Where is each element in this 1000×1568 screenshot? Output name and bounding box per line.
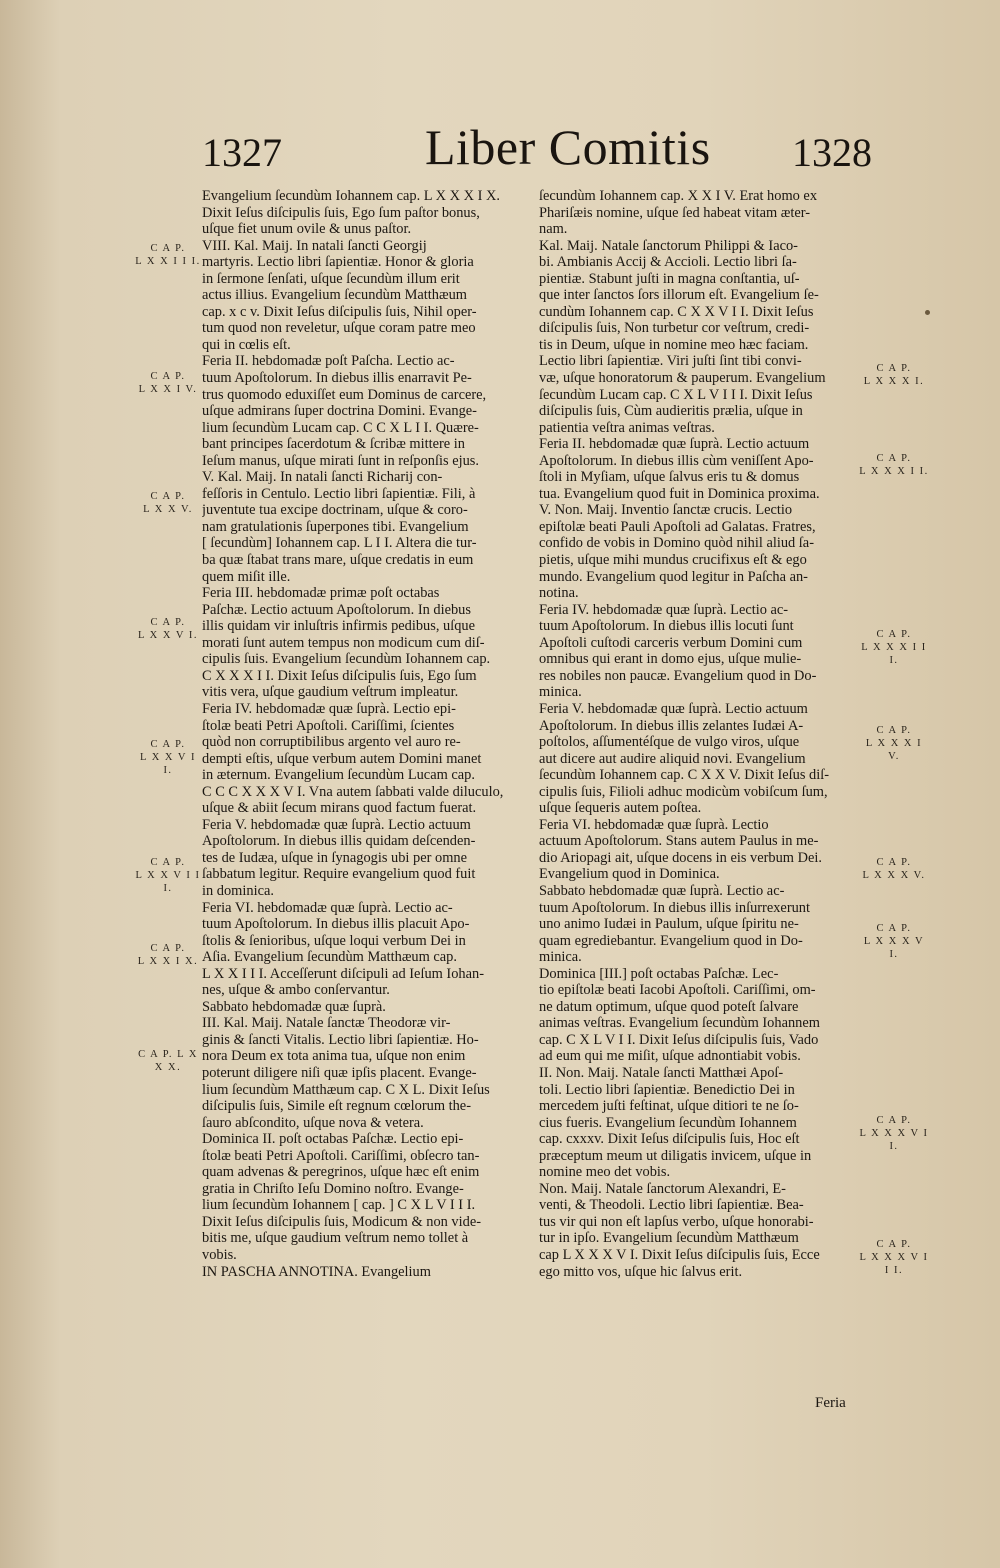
text-line: Feria II. hebdomadæ quæ ſuprà. Lectio actuum — [539, 436, 810, 453]
text-line: cipulis ſuis, Filioli adhuc modicùm vobiſcum ſum, — [539, 783, 828, 800]
text-line: Dixit Ieſus diſcipulis ſuis, Modicum & non vide- — [202, 1213, 482, 1230]
text-line: L X X I I I. Acceſſerunt diſcipuli ad Ieſum Iohan- — [202, 965, 484, 982]
text-line: VIII. Kal. Maij. In natali ſancti Georgij — [202, 237, 427, 254]
chapter-label: C A P. — [150, 857, 186, 868]
chapter-number: L X X X V I. — [863, 936, 925, 960]
chapter-label: C A P. — [150, 739, 186, 750]
text-line: cundùm Iohannem cap. C X X V I I. Dixit Ieſus — [539, 303, 814, 320]
chapter-label: C A P. — [150, 617, 186, 628]
text-line: Feria VI. hebdomadæ quæ ſuprà. Lectio — [539, 816, 769, 833]
chapter-number: L X X X I. — [863, 376, 925, 387]
text-line: tuum Apoſtolorum. In diebus illis enarravit Pe- — [202, 370, 472, 387]
chapter-label: C A P. — [150, 371, 186, 382]
chapter-label: C A P. — [150, 243, 186, 254]
text-line: ne datum optimum, uſque quod poteſt ſalvare — [539, 998, 799, 1015]
text-line: toli. Lectio libri ſapientiæ. Benedictio Dei in — [539, 1081, 795, 1098]
text-line: Lectio libri ſapientiæ. Viri juſti ſint tibi convi- — [539, 353, 802, 370]
text-line: cap L X X X V I. Dixit Ieſus diſcipulis ſuis, Ecce — [539, 1247, 820, 1263]
text-line: confido de vobis in Domino quòd nihil aliud ſa- — [539, 535, 814, 552]
text-line: aut dicere aut audire aliquid novi. Evangelium — [539, 750, 806, 767]
text-line: quam advenas & peregrinos, uſque hæc eſt enim — [202, 1164, 480, 1181]
text-line: vitis vera, uſque gaudium veſtrum impleatur. — [202, 684, 459, 701]
chapter-number: L X X X V I I. — [859, 1128, 929, 1152]
text-line: actus illius. Evangelium ſecundùm Matthæum — [202, 287, 467, 304]
text-line: poterunt diligere niſi quæ ipſis placent. Evange- — [202, 1064, 477, 1081]
catchword: Feria — [815, 1395, 846, 1411]
chapter-margin-note — [134, 942, 202, 968]
chapter-margin-note — [134, 370, 202, 396]
chapter-number: L X X V I I I. — [135, 870, 201, 894]
text-line: que inter ſanctos ſors illorum eſt. Evangelium ſe- — [539, 287, 819, 304]
text-line: venti, & Theodoli. Lectio libri ſapientiæ. Bea- — [539, 1197, 804, 1214]
text-line: morati ſunt autem tempus non modicum cum diſ- — [202, 634, 485, 651]
running-head — [0, 120, 1000, 190]
text-line: omnibus qui erant in domo ejus, uſque mulie- — [539, 651, 802, 668]
text-line: [ ſecundùm] Iohannem cap. L I I. Altera die tur- — [202, 535, 477, 552]
chapter-label: C A P. — [876, 453, 912, 464]
chapter-number: L X X X I I. — [859, 466, 929, 477]
left-text-column — [202, 188, 526, 1280]
text-line: Apoſtolorum. In diebus illis zelantes Iudæi A- — [539, 717, 804, 734]
text-line: Apoſtoli cuſtodi carceris verbum Domini cum — [539, 634, 803, 651]
chapter-number: L X X V. — [143, 504, 193, 515]
text-line: ſauro abſcondito, uſque nova & vetera. — [202, 1114, 424, 1131]
text-line: quem miſit ille. — [202, 568, 291, 585]
chapter-margin-note — [858, 628, 930, 667]
text-line: diſcipulis ſuis, Simile eſt regnum cœlorum the- — [202, 1098, 471, 1115]
text-line: tur in ipſo. Evangelium ſecundùm Matthæum — [539, 1230, 799, 1247]
chapter-margin-note — [858, 362, 930, 388]
text-line: Feria II. hebdomadæ poſt Paſcha. Lectio ac- — [202, 353, 455, 370]
text-line: cap. x c v. Dixit Ieſus diſcipulis ſuis, Nihil oper- — [202, 303, 477, 320]
chapter-margin-note — [858, 922, 930, 961]
text-line: tua. Evangelium quod fuit in Dominica proxima. — [539, 485, 820, 502]
text-line: quòd non corruptibilibus argento vel auro re- — [202, 734, 461, 751]
text-line: lium ſecundùm Matthæum cap. C X L. Dixit Ieſus — [202, 1081, 490, 1098]
text-line: epiſtolæ beati Pauli Apoſtoli ad Galatas. Fratres, — [539, 518, 816, 535]
text-line: actuum Apoſtolorum. Stans autem Paulus in me- — [539, 833, 819, 850]
text-line: cap. cxxxv. Dixit Ieſus diſcipulis ſuis, Hoc eſt — [539, 1131, 800, 1148]
text-line: mundo. Evangelium quod legitur in Paſcha an- — [539, 568, 808, 585]
chapter-label: C A P. — [876, 1115, 912, 1126]
chapter-margin-note — [134, 242, 202, 268]
text-line: III. Kal. Maij. Natale ſanctæ Theodoræ vir- — [202, 1015, 451, 1032]
text-line: Feria IV. hebdomadæ quæ ſuprà. Lectio epi- — [202, 700, 456, 717]
text-line: V. Kal. Maij. In natali ſancti Richarij con- — [202, 469, 443, 486]
chapter-margin-note — [134, 856, 202, 895]
text-line: trus quomodo eduxiſſet eum Dominus de carcere, — [202, 386, 487, 403]
text-line: ſtolæ beati Petri Apoſtoli. Cariſſimi, ſcientes — [202, 717, 455, 734]
text-line: væ, uſque honoratorum & pauperum. Evangelium — [539, 370, 826, 387]
text-line: cap. C X L V I I. Dixit Ieſus diſcipulis ſuis, Vado — [539, 1031, 819, 1048]
text-line: Sabbato hebdomadæ quæ ſuprà. Lectio ac- — [539, 882, 785, 899]
text-line: tuum Apoſtolorum. In diebus illis placuit Apo- — [202, 916, 470, 933]
text-line: bi. Ambianis Accij & Accioli. Lectio libri ſa- — [539, 254, 797, 271]
chapter-label: C A P. — [876, 725, 912, 736]
text-line: uſque admirans ſuper doctrina Domini. Evange- — [202, 403, 477, 420]
text-line: mercedem juſti feſtinat, uſque ditiori te ne ſo- — [539, 1098, 799, 1115]
text-line: ad eum qui me miſit, uſque adnontiabit vobis. — [539, 1048, 801, 1065]
text-line: in æternum. Evangelium ſecundùm Lucam cap. — [202, 767, 475, 784]
text-line: tes de Iudæa, uſque in ſynagogis ubi per omne — [202, 849, 467, 866]
text-line: juventute tua excipe doctrinam, uſque & coro- — [202, 502, 468, 519]
text-line: Feria III. hebdomadæ primæ poſt octabas — [202, 585, 440, 602]
text-line: diſcipulis ſuis, Non turbetur cor veſtrum, credi- — [539, 320, 810, 337]
page-number-right: 1328 — [792, 130, 872, 175]
chapter-label: C A P. — [876, 1239, 912, 1250]
text-line: qui in cœlis eſt. — [202, 336, 291, 353]
chapter-margin-note — [134, 616, 202, 642]
text-line: Phariſæis nomine, uſque ſed habeat vitam æter- — [539, 204, 811, 221]
chapter-number: L X X X I I I. — [861, 642, 927, 666]
chapter-margin-note — [858, 1114, 930, 1153]
text-line: tuum Apoſtolorum. In diebus illis inſurrexerunt — [539, 899, 810, 916]
text-line: Feria V. hebdomadæ quæ ſuprà. Lectio actuum — [202, 816, 471, 833]
text-line: tio epiſtolæ beati Iacobi Apoſtoli. Cariſſimi, om- — [539, 982, 816, 999]
text-line: nam. — [539, 221, 568, 238]
chapter-margin-note — [858, 724, 930, 763]
text-line: nam gratulationis ſuperpones tibi. Evangelium — [202, 518, 469, 535]
chapter-label: C A P. — [150, 943, 186, 954]
chapter-number: L X X X V I I I. — [859, 1252, 929, 1276]
text-line: Dixit Ieſus diſcipulis ſuis, Ego ſum paſtor bonus, — [202, 204, 480, 221]
text-line: Apoſtolorum. In diebus illis quidam deſcenden- — [202, 833, 476, 850]
chapter-number: L X X I V. — [138, 384, 198, 395]
chapter-margin-note — [858, 1238, 930, 1277]
text-line: minica. — [539, 684, 582, 701]
text-line: uno animo Iudæi in Paulum, uſque ſpiritu ne- — [539, 916, 799, 933]
text-line: tum quod non reveletur, uſque coram patre meo — [202, 320, 476, 337]
text-line: lium ſecundùm Iohannem [ cap. ] C X L V I I I. — [202, 1197, 476, 1214]
text-line: bant principes ſacerdotum & ſcribæ mittere in — [202, 436, 465, 453]
chapter-number: L X X I I I. — [135, 256, 201, 267]
text-line: vobis. — [202, 1247, 237, 1263]
chapter-label: C A P. — [876, 857, 912, 868]
text-line: C X X X I I. Dixit Ieſus diſcipulis ſuis, Ego ſum — [202, 667, 477, 684]
text-line: tuum Apoſtolorum. In diebus illis locuti ſunt — [539, 618, 794, 635]
text-line: Feria VI. hebdomadæ quæ ſuprà. Lectio ac- — [202, 899, 453, 916]
text-line: notina. — [539, 585, 579, 602]
text-line: cipulis ſuis. Evangelium ſecundùm Iohannem cap. — [202, 651, 491, 668]
text-line: poſtolos, aſſumentéſque de vulgo viros, uſque — [539, 734, 800, 751]
text-line: animas veſtras. Evangelium ſecundùm Iohannem — [539, 1015, 820, 1032]
chapter-margin-note — [134, 490, 202, 516]
text-line: feſſoris in Centulo. Lectio libri ſapientiæ. Fili, à — [202, 485, 476, 502]
text-line: bitis me, uſque gaudium veſtrum nemo tollet à — [202, 1230, 469, 1247]
text-line: ſtolæ beati Petri Apoſtoli. Cariſſimi, obſecro tan- — [202, 1147, 480, 1164]
text-line: Sabbato hebdomadæ quæ ſuprà. — [202, 998, 386, 1015]
text-line: ba quæ ſtabat trans mare, uſque credatis in eum — [202, 552, 474, 569]
text-line: in dominica. — [202, 882, 274, 899]
text-line: ſabbatum legitur. Require evangelium quod fuit — [202, 866, 476, 883]
chapter-label: C A P. — [876, 363, 912, 374]
text-line: C C C X X X V I. Vna autem ſabbati valde diluculo, — [202, 783, 504, 800]
text-line: Feria IV. hebdomadæ quæ ſuprà. Lectio ac- — [539, 601, 789, 618]
chapter-label: C A P. — [876, 923, 912, 934]
text-line: nes, uſque & ambo conſervantur. — [202, 982, 390, 999]
chapter-margin-note — [134, 738, 202, 777]
text-line: ſecundùm Iohannem cap. C X X V. Dixit Ieſus diſ- — [539, 767, 830, 784]
text-line: Apoſtolorum. In diebus illis cùm veniſſent Apo- — [539, 452, 814, 469]
text-line: dempti eſtis, uſque verbum autem Domini manet — [202, 750, 482, 767]
text-line: uſque ſequeris autem poſtea. — [539, 800, 702, 817]
right-text-column — [539, 188, 857, 1280]
text-line: tis in Deum, uſque in nomine meo hæc faciam. — [539, 336, 809, 353]
text-line: cius fueris. Evangelium ſecundùm Iohannem — [539, 1114, 797, 1131]
text-line: nora Deum ex tota anima tua, uſque non enim — [202, 1048, 466, 1065]
text-line: diſcipulis ſuis, Cùm audieritis prælia, uſque in — [539, 403, 803, 420]
text-line: tus vir qui non eſt lapſus verbo, uſque honorabi- — [539, 1213, 814, 1230]
text-line: gratia in Chriſto Ieſu Domino noſtro. Evange- — [202, 1180, 464, 1197]
text-line: nomine meo det vobis. — [539, 1164, 671, 1181]
text-line: lium ſecundùm Lucam cap. C C X L I I. Quære- — [202, 419, 479, 436]
ink-stain — [925, 310, 930, 315]
text-line: uſque fiet unum ovile & unus paſtor. — [202, 221, 412, 238]
text-line: Feria V. hebdomadæ quæ ſuprà. Lectio actuum — [539, 700, 808, 717]
text-line: ego mitto vos, uſque hic ſalvus erit. — [539, 1263, 743, 1280]
chapter-label: C A P. L X X X. — [138, 1049, 198, 1073]
text-line: Evangelium quod in Dominica. — [539, 866, 720, 883]
text-line: IN PASCHA ANNOTINA. Evangelium — [202, 1263, 431, 1280]
text-line: patientia veſtra animas veſtras. — [539, 419, 715, 436]
text-line: pietis, uſque mihi mundus crucifixus eſt & ego — [539, 552, 807, 569]
text-line: minica. — [539, 949, 582, 966]
chapter-label: C A P. — [150, 491, 186, 502]
text-line: Aſia. Evangelium ſecundùm Matthæum cap. — [202, 949, 457, 966]
running-title: Liber Comitis — [425, 119, 711, 175]
chapter-margin-note — [134, 1048, 202, 1074]
text-line: pientiæ. Stabunt juſti in magna conſtantia, uſ- — [539, 270, 800, 287]
text-line: Evangelium ſecundùm Iohannem cap. L X X X I X. — [202, 188, 500, 204]
text-line: in ſermone ſenſati, uſque ſecundùm illum erit — [202, 270, 460, 287]
chapter-number: L X X V I I. — [140, 752, 196, 776]
text-line: quam egrediebantur. Evangelium quod in Do- — [539, 932, 803, 949]
text-line: illis quidam vir inluſtris infirmis pedibus, uſque — [202, 618, 476, 635]
text-line: dio Ariopagi ait, uſque docens in eis verbum Dei. — [539, 849, 822, 866]
text-line: ſecundùm Lucam cap. C X L V I I I. Dixit Ieſus — [539, 386, 813, 403]
text-line: uſque & abiit ſecum mirans quod factum fuerat. — [202, 800, 477, 817]
text-line: V. Non. Maij. Inventio ſanctæ crucis. Lectio — [539, 502, 793, 519]
chapter-margin-note — [858, 856, 930, 882]
text-line: ſtolis & ſenioribus, uſque loqui verbum Dei in — [202, 932, 466, 949]
chapter-number: L X X I X. — [137, 956, 199, 967]
chapter-label: C A P. — [876, 629, 912, 640]
chapter-number: L X X X I V. — [865, 738, 923, 762]
chapter-number: L X X X V. — [862, 870, 926, 881]
chapter-number: L X X V I. — [137, 630, 198, 641]
text-line: ſtoli in Myſiam, uſque ſalvus eris tu & domus — [539, 469, 800, 486]
text-line: Paſchæ. Lectio actuum Apoſtolorum. In diebus — [202, 601, 471, 618]
text-line: ſecundùm Iohannem cap. X X I V. Erat homo ex — [539, 188, 818, 204]
text-line: Dominica II. poſt octabas Paſchæ. Lectio epi- — [202, 1131, 464, 1148]
text-line: Non. Maij. Natale ſanctorum Alexandri, E- — [539, 1180, 786, 1197]
text-line: Ieſum manus, uſque mirati ſunt in reſponſis ejus. — [202, 452, 479, 469]
text-line: martyris. Lectio libri ſapientiæ. Honor & gloria — [202, 254, 474, 271]
text-line: Dominica [III.] poſt octabas Paſchæ. Lec- — [539, 965, 779, 982]
text-line: ginis & ſancti Vitalis. Lectio libri ſapientiæ. Ho- — [202, 1031, 479, 1048]
text-line: præceptum meum ut diligatis invicem, uſque in — [539, 1147, 812, 1164]
text-line: res nobiles non paucæ. Evangelium quod in Do- — [539, 667, 817, 684]
text-line: II. Non. Maij. Natale ſancti Matthæi Apoſ- — [539, 1064, 784, 1081]
chapter-margin-note — [858, 452, 930, 478]
page-number-left: 1327 — [202, 130, 282, 175]
text-line: Kal. Maij. Natale ſanctorum Philippi & Iaco- — [539, 237, 798, 254]
